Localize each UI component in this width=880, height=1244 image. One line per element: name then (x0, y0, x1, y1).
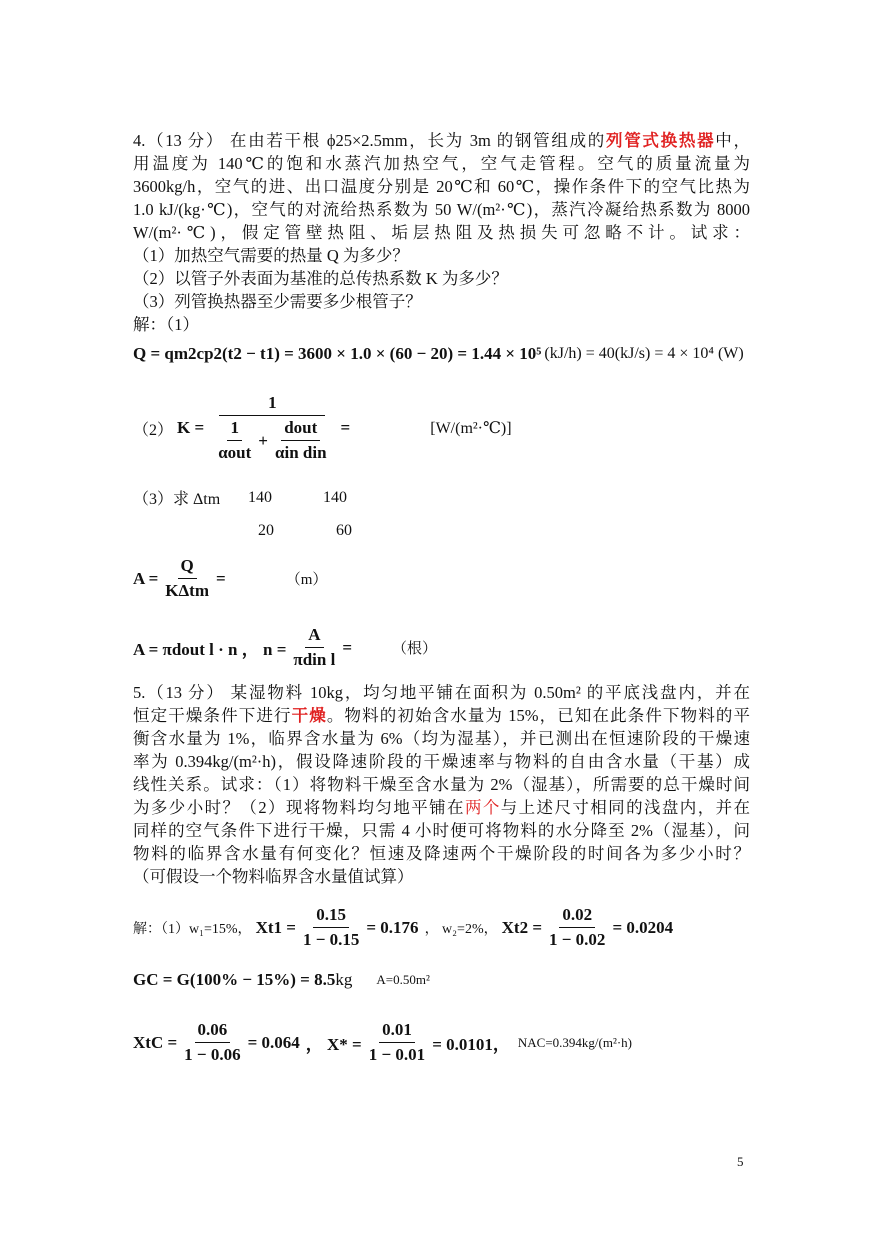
text-segment: 恒定干燥条件下进行 (133, 706, 292, 725)
text-segment: W/(m²·℃)，假定管壁热阻、垢层热阻及热损失可忽略不计。试求： (133, 223, 750, 242)
gc-unit: kg (335, 970, 353, 989)
p4-line (133, 198, 750, 221)
xt2-rhs: = 0.0204 (612, 917, 674, 937)
a-equals: = (216, 568, 226, 588)
p4-line (133, 221, 750, 244)
a-num: Q (178, 556, 197, 579)
n-num: A (305, 625, 323, 648)
xt1-den: 1 − 0.15 (302, 930, 360, 949)
p5-line (133, 773, 750, 796)
xstar-lhs: ， X* = (305, 1035, 362, 1054)
p5-line (133, 842, 750, 865)
xt2-num: 0.02 (559, 905, 595, 928)
w2-label: ， w₂=2%， (424, 921, 498, 937)
text-segment: （1）加热空气需要的热量 Q 为多少？ (133, 246, 409, 265)
text-segment: （3）列管换热器至少需要多少根管子？ (133, 292, 422, 311)
k-den-b-num: dout (281, 418, 320, 441)
p4-line (133, 244, 750, 267)
text-segment: 线性关系。试求：（1）将物料干燥至含水量为 2%（湿基），所需要的总干燥时间 (133, 775, 750, 794)
dt-row-1 (133, 486, 347, 509)
text-segment: 为多少小时？（2）现将物料均匀地平铺在 (133, 798, 465, 817)
n-unit: （根） (392, 641, 438, 657)
p4-line (133, 129, 750, 152)
xtc-lhs: XtC = (133, 1032, 178, 1052)
p4-line (133, 175, 750, 198)
text-segment: 与上述尺寸相同的浅盘内，并在 (500, 798, 751, 817)
k-numerator: 1 (219, 393, 325, 416)
text-segment: 4.（13 分） 在由若干根 ϕ25×2.5mm，长为 3m 的钢管组成的 (133, 131, 606, 150)
k-formula (133, 393, 512, 463)
p5-line (133, 704, 750, 727)
xstar-rhs: = 0.0101， (432, 1035, 510, 1054)
n-equals: = (342, 637, 353, 657)
text-segment: 中， (715, 131, 751, 150)
xt2-lhs: Xt2 = (501, 917, 542, 937)
text-segment: 1.0 kJ/(kg·℃)，空气的对流给热系数为 50 W/(m²·℃)，蒸汽冷凝给热系数为 8000 (133, 200, 750, 219)
k-label: （2） (133, 421, 174, 439)
k-equals: = (340, 418, 351, 437)
p4-line (133, 290, 750, 313)
text-segment: 率为 0.394kg/(m²·h)，假设降速阶段的干燥速率与物料的自由含水量（干基）成 (133, 752, 750, 771)
xstar-den: 1 − 0.01 (368, 1045, 426, 1064)
k-unit: [W/(m²·℃)] (430, 420, 512, 437)
xt1-lhs: Xt1 = (255, 917, 296, 937)
k-den-a-den: αout (218, 443, 252, 462)
n-den: πdin l (293, 650, 336, 669)
n-formula (133, 625, 437, 670)
p4-line (133, 267, 750, 290)
text-segment: 同样的空气条件下进行干燥，只需 4 小时便可将物料的水分降至 2%（湿基），问 (133, 821, 750, 840)
area-formula (133, 556, 327, 601)
area-value: A=0.50m² (376, 972, 430, 987)
highlighted-term: 列管式换热器 (606, 131, 716, 150)
k-fraction: 1 $\frac{1}{\text{αout}}$ + $\frac{\text{dout}}{\text{αin din}}$ (208, 393, 336, 463)
sol1-label: 解：（1）w₁=15%， (133, 921, 252, 937)
xstar-num: 0.01 (379, 1020, 415, 1043)
p5-line (133, 727, 750, 750)
text-segment: 用温度为 140℃的饱和水蒸汽加热空气，空气走管程。空气的质量流量为 (133, 154, 750, 173)
highlighted-term: 两个 (464, 798, 501, 817)
dt-label: （3）求 Δtm (133, 491, 221, 508)
xtc-rhs: = 0.064 (247, 1032, 300, 1052)
nac-value: NAC=0.394kg/(m²·h) (517, 1034, 633, 1050)
p5-line (133, 865, 750, 888)
xtc-den: 1 − 0.06 (184, 1045, 241, 1064)
q-equation: Q = qm2cp2(t2 − t1) = 3600 × 1.0 × (60 − 20) = 1.44 × 10⁵ (133, 344, 542, 363)
text-segment: （2）以管子外表面为基准的总传热系数 K 为多少？ (133, 269, 508, 288)
a-lhs: A = (133, 568, 159, 588)
text-segment: （可假设一个物料临界含水量值试算） (133, 867, 414, 886)
p5-line (133, 796, 750, 819)
sol1-row (133, 905, 673, 950)
text-segment: 5.（13 分） 某湿物料 10kg，均匀地平铺在面积为 0.50m² 的平底浅盘内，并在 (133, 683, 750, 702)
p5-line (133, 681, 750, 704)
k-lhs: K = (177, 418, 205, 437)
a-den: KΔtm (165, 581, 209, 600)
xt1-rhs: = 0.176 (366, 917, 419, 937)
dt-cold-in: 20 (258, 522, 274, 539)
n-lhs: A = πdout l · n ， n = (133, 640, 287, 659)
p5-line (133, 750, 750, 773)
p4-line (133, 313, 750, 336)
page-number: 5 (737, 1154, 744, 1169)
text-segment: 衡含水量为 1%，临界含水量为 6%（均为湿基），并已测出在恒速阶段的干燥速 (133, 729, 750, 748)
p5-line (133, 819, 750, 842)
q-formula (133, 344, 744, 364)
dt-cold-out: 60 (336, 522, 352, 539)
xt2-den: 1 − 0.02 (549, 930, 606, 949)
text-segment: 。物料的初始含水量为 15%，已知在此条件下物料的平 (326, 706, 751, 725)
highlighted-term: 干燥 (291, 706, 327, 725)
dt-hot-in: 140 (248, 488, 272, 506)
dt-hot-out: 140 (323, 488, 347, 506)
xtc-row (133, 1020, 632, 1065)
q-units: (kJ/h) = 40(kJ/s) = 4 × 10⁴ (W) (544, 345, 744, 362)
xtc-num: 0.06 (195, 1020, 231, 1043)
text-segment: 物料的临界含水量有何变化？恒速及降速两个干燥阶段的时间各为多少小时？ (133, 844, 750, 863)
text-segment: 3600kg/h，空气的进、出口温度分别是 20℃和 60℃，操作条件下的空气比热为 (133, 177, 750, 196)
p4-line (133, 152, 750, 175)
dt-row-2 (133, 522, 352, 540)
k-den-b-den: αin din (274, 443, 327, 462)
k-den-a-num: 1 (227, 418, 242, 441)
a-unit: （m） (285, 572, 328, 588)
gc-row (133, 970, 430, 990)
gc-formula: GC = G(100% − 15%) = 8.5 (133, 970, 336, 989)
xt1-num: 0.15 (313, 905, 349, 928)
text-segment: 解：（1） (133, 315, 199, 334)
